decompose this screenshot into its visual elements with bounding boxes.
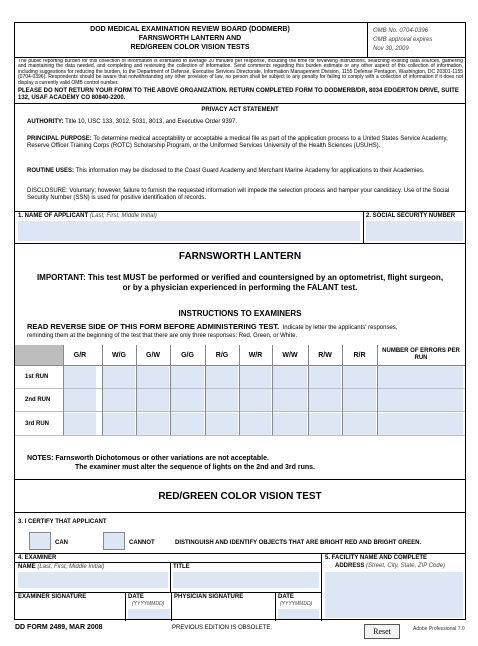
notes-line2: The examiner must alter the sequence of lights on the 2nd and 3rd runs.: [75, 464, 315, 471]
adobe-version: Adobe Professional 7.0: [413, 626, 465, 632]
grid-line: [342, 345, 343, 435]
form-id: DD FORM 2489, MAR 2008: [15, 624, 103, 631]
run-2-response-cell[interactable]: [171, 389, 204, 411]
form-frame: [14, 22, 466, 620]
examiner-date-label: DATE: [128, 594, 144, 600]
run-1-response-cell[interactable]: [64, 366, 96, 388]
run-2-response-cell[interactable]: [103, 389, 135, 411]
examiner-title-input[interactable]: [173, 572, 319, 588]
examiner-title-label: TITLE: [173, 564, 190, 570]
important-line1: IMPORTANT: This test MUST be performed or verified and countersigned by an optometrist, flight surgeon,: [36, 273, 444, 282]
examiner-section-label: 4. EXAMINER: [18, 555, 57, 561]
run-2-response-cell[interactable]: [64, 389, 96, 411]
run-1-response-cell[interactable]: [137, 366, 169, 388]
rule: [15, 479, 465, 480]
header-corner-cell: [15, 345, 63, 365]
field-divider: [125, 592, 126, 621]
notes-line1: NOTES: Farnsworth Dichotomous or other variations are not acceptable.: [27, 455, 269, 462]
rule: [15, 512, 465, 513]
run-3-response-cell[interactable]: [171, 413, 204, 435]
column-header-g-r: G/R: [73, 352, 87, 359]
run-1-response-cell[interactable]: [343, 366, 376, 388]
run-3-response-cell[interactable]: [137, 413, 169, 435]
instructions-text-2: reminding them at the beginning of the test that there are only three responses: Red, Green, or White.: [27, 333, 298, 339]
omb-number: OMB No. 0704-0396: [373, 28, 429, 34]
rule: [15, 103, 465, 104]
privacy-heading: PRIVACY ACT STATEMENT: [201, 107, 279, 113]
grid-line: [205, 345, 206, 435]
run-label-1: 1st RUN: [25, 374, 49, 380]
run-1-response-cell[interactable]: [206, 366, 238, 388]
examiner-name-label: NAME (Last, First, Middle Initial): [18, 564, 105, 570]
run-2-response-cell[interactable]: [137, 389, 169, 411]
field-divider: [363, 211, 364, 243]
run-1-errors-cell[interactable]: [378, 366, 463, 388]
run-2-errors-cell[interactable]: [378, 389, 463, 411]
authority-text: AUTHORITY: Title 10, USC 133, 3012, 5031, 8013, and Executive Order 9397.: [27, 119, 238, 125]
farnsworth-results-table: [15, 345, 465, 435]
run-label-3: 3rd RUN: [25, 421, 50, 427]
run-3-errors-cell[interactable]: [378, 413, 463, 435]
run-3-response-cell[interactable]: [206, 413, 238, 435]
physician-date-label: DATE: [278, 594, 294, 600]
field-divider: [321, 553, 322, 621]
grid-line: [308, 345, 309, 435]
row-separator: [15, 435, 465, 436]
omb-date: Nov 30, 2009: [373, 46, 409, 52]
run-2-response-cell[interactable]: [343, 389, 376, 411]
run-1-response-cell[interactable]: [309, 366, 341, 388]
rule: [15, 57, 465, 58]
run-1-response-cell[interactable]: [240, 366, 271, 388]
run-3-response-cell[interactable]: [343, 413, 376, 435]
run-1-response-cell[interactable]: [171, 366, 204, 388]
distinguish-text: DISTINGUISH AND IDENTIFY OBJECTS THAT ARE BRIGHT RED AND BRIGHT GREEN.: [175, 540, 422, 546]
important-line2: or by a physician experienced in performing the FALANT test.: [122, 283, 358, 292]
instructions-text: READ REVERSE SIDE OF THIS FORM BEFORE ADMINISTERING TEST. Indicate by letter the applicants' responses,: [27, 322, 398, 331]
address-label: ADDRESS (Street, City, State, ZIP Code): [335, 563, 446, 569]
applicant-name-label: 1. NAME OF APPLICANT (Last, First, Middle Initial): [18, 213, 157, 219]
run-1-response-cell[interactable]: [103, 366, 135, 388]
burden-statement: The public reporting burden for this collection of information is estimated to average 20 minutes per response, including the time for reviewing instructions, searching existing data sources, gathering and maintaining the data needed, and completing and reviewing the collection of information. Send comments regarding this burden estimate or any other aspect of this collection of information, including suggestions for reducing the burden, to the Department of Defense, Executive Services Directorate, Information Management Division, 1155 Defense Pentagon, Washington, DC 20301-1155 (0704-0396). Respondents should be aware that notwithstanding any other provision of law, no person shall be subject to any penalty for failing to comply with a collection of information if it does not display a currently valid OMB control number.: [18, 59, 463, 86]
run-3-response-cell[interactable]: [309, 413, 341, 435]
column-header-r-r: R/R: [353, 352, 366, 359]
column-header-w-w: W/W: [282, 352, 298, 359]
examiner-date-input[interactable]: [128, 609, 170, 619]
rule: [15, 211, 465, 212]
run-2-response-cell[interactable]: [240, 389, 271, 411]
rule: [15, 243, 465, 244]
instructions-heading: INSTRUCTIONS TO EXAMINERS: [178, 309, 302, 318]
can-checkbox[interactable]: [29, 532, 51, 550]
column-header-w-r: W/R: [248, 352, 263, 359]
run-3-response-cell[interactable]: [103, 413, 135, 435]
field-divider: [171, 592, 172, 621]
grid-line: [15, 365, 465, 366]
grid-line: [239, 345, 240, 435]
physician-date-hint: (YYYYMMDD): [280, 601, 313, 607]
cannot-label: CANNOT: [129, 540, 155, 546]
run-2-response-cell[interactable]: [309, 389, 341, 411]
physician-signature-label: PHYSICIAN SIGNATURE: [174, 594, 244, 600]
rule: [15, 562, 321, 563]
grid-line: [377, 345, 378, 435]
examiner-date-hint: (YYYYMMDD): [132, 601, 165, 607]
purpose-text: PRINCIPAL PURPOSE: To determine medical acceptability or acceptable a medical file as part of the application process to a United States Service Academy, Reserve Officer Training Corps (ROTC) Scholarship Program, or the Uniformed Services University of the Health Sciences (USUHS).: [27, 136, 448, 149]
run-2-response-cell[interactable]: [273, 389, 307, 411]
field-divider: [170, 562, 171, 592]
run-2-response-cell[interactable]: [206, 389, 238, 411]
rule: [15, 553, 465, 554]
form-title-line2: FARNSWORTH LANTERN AND: [138, 35, 242, 42]
form-title-line3: RED/GREEN COLOR VISION TESTS: [130, 44, 250, 51]
examiner-signature-label: EXAMINER SIGNATURE: [18, 594, 87, 600]
farnsworth-heading: FARNSWORTH LANTERN: [178, 251, 302, 262]
run-3-response-cell[interactable]: [240, 413, 271, 435]
form-title-line1: DOD MEDICAL EXAMINATION REVIEW BOARD (DODMERB): [90, 26, 290, 33]
return-notice: PLEASE DO NOT RETURN YOUR FORM TO THE ABOVE ORGANIZATION. RETURN COMPLETED FORM TO DODMERB/DR, 8034 EDGERTON DRIVE, SUITE 132, USAF ACADEMY CO 80840-2200.: [18, 88, 459, 101]
column-header-r-g: R/G: [215, 352, 229, 359]
grid-line: [136, 345, 137, 435]
errors-column-header: NUMBER OF ERRORS PER RUN: [382, 348, 460, 361]
column-header-w-g: W/G: [112, 352, 126, 359]
routine-uses-text: ROUTINE USES: This information may be disclosed to the Coast Guard Academy and Merchant Marine Academy for applications to their Academies.: [27, 168, 425, 174]
reset-button[interactable]: Reset: [364, 624, 400, 639]
omb-expires: OMB approval expires: [373, 37, 433, 43]
column-header-g-w: G/W: [146, 352, 160, 359]
can-label: CAN: [55, 540, 68, 546]
run-label-2: 2nd RUN: [25, 397, 51, 403]
row-separator: [15, 411, 465, 412]
grid-line: [170, 345, 171, 435]
grid-line: [63, 345, 64, 435]
facility-address-input[interactable]: [325, 572, 463, 618]
grid-line: [272, 345, 273, 435]
grid-line: [102, 345, 103, 435]
certify-label: 3. I CERTIFY THAT APPLICANT: [18, 519, 107, 525]
header-divider: [367, 23, 368, 57]
run-3-response-cell[interactable]: [273, 413, 307, 435]
physician-date-input[interactable]: [278, 609, 319, 619]
obsolete-notice: PREVIOUS EDITION IS OBSOLETE.: [172, 625, 273, 631]
redgreen-heading: RED/GREEN COLOR VISION TEST: [158, 491, 322, 502]
examiner-name-input[interactable]: [18, 572, 168, 588]
ssn-input[interactable]: [366, 221, 463, 241]
disclosure-text: DISCLOSURE: Voluntary; however, failure to furnish the requested information will impede the selection process and hamper your candidacy. Use of the Social Security Number (SSN) is used for positive identification of records.: [27, 188, 450, 201]
cannot-checkbox[interactable]: [103, 532, 125, 550]
ssn-label: 2. SOCIAL SECURITY NUMBER: [366, 213, 456, 219]
run-1-response-cell[interactable]: [273, 366, 307, 388]
column-header-r-w: R/W: [318, 352, 332, 359]
run-3-response-cell[interactable]: [64, 413, 96, 435]
applicant-name-input[interactable]: [18, 221, 360, 241]
facility-label: 5. FACILITY NAME AND COMPLETE: [325, 555, 428, 561]
column-header-g-g: G/G: [181, 352, 194, 359]
field-divider: [275, 592, 276, 621]
